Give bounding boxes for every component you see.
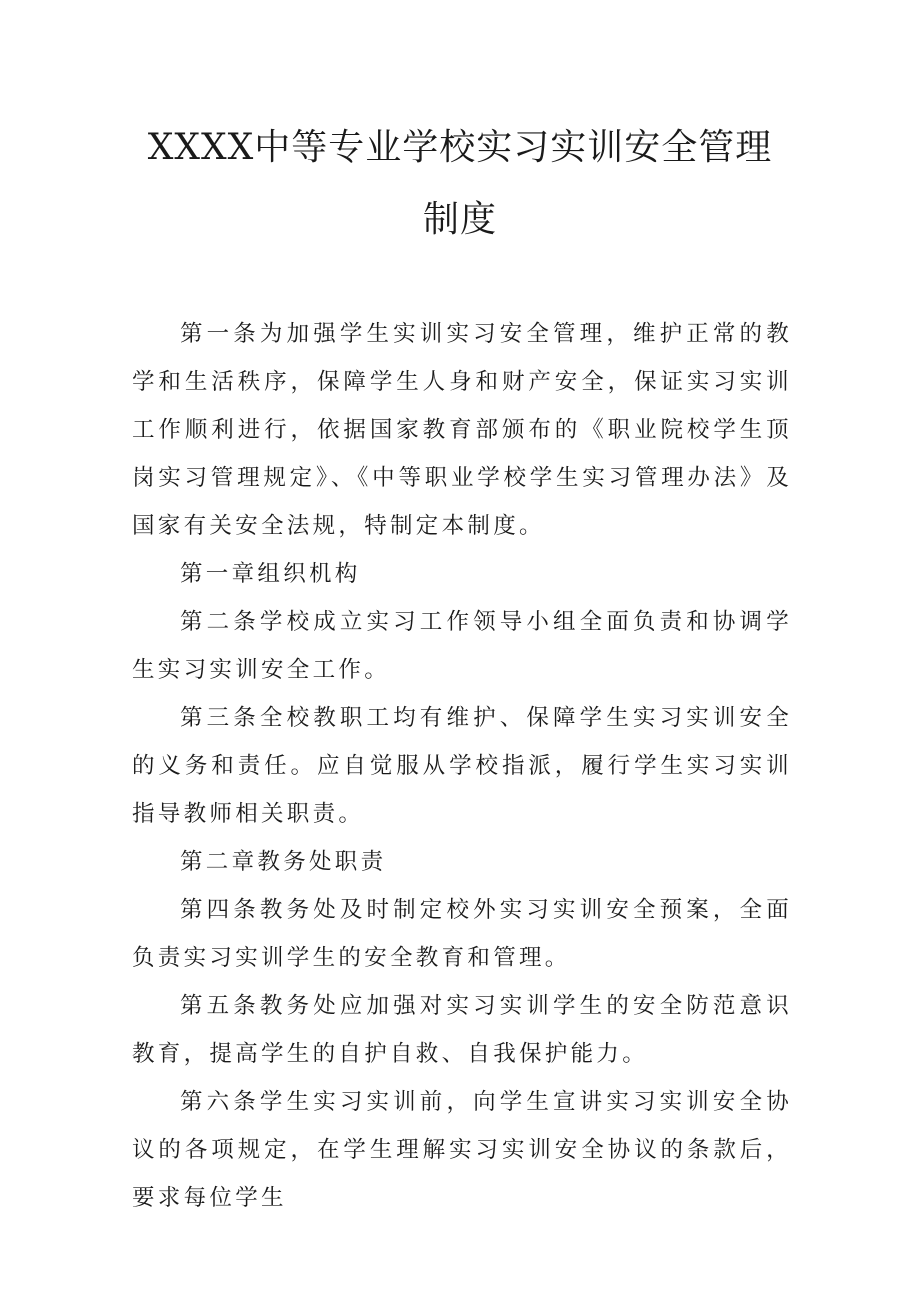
- article-6-paragraph: 第六条学生实习实训前，向学生宣讲实习实训安全协议的各项规定，在学生理解实习实训安全协议的条款后，要求每位学生: [132, 1089, 792, 1211]
- document-title-line-2: 制度: [422, 199, 497, 240]
- document-title-line-1: XXXX中等专业学校实习实训安全管理: [147, 127, 773, 168]
- article-5-paragraph: 第五条教务处应加强对实习实训学生的安全防范意识教育，提高学生的自护自救、自我保护能力。: [132, 993, 792, 1067]
- article-3-paragraph: 第三条全校教职工均有维护、保障学生实习实训安全的义务和责任。应自觉服从学校指派，履行学生实习实训指导教师相关职责。: [132, 705, 792, 827]
- article-2-paragraph: 第二条学校成立实习工作领导小组全面负责和协调学生实习实训安全工作。: [132, 609, 792, 683]
- chapter-2-heading: 第二章教务处职责: [180, 849, 387, 875]
- chapter-1-heading: 第一章组织机构: [180, 561, 361, 587]
- article-1-paragraph: 第一条为加强学生实训实习安全管理，维护正常的教学和生活秩序，保障学生人身和财产安全，保证实习实训工作顺利进行，依据国家教育部颁布的《职业院校学生顶岗实习管理规定》、《中等职业学校学生实习管理办法》及国家有关安全法规，特制定本制度。: [132, 321, 792, 539]
- article-4-paragraph: 第四条教务处及时制定校外实习实训安全预案，全面负责实习实训学生的安全教育和管理。: [132, 897, 792, 971]
- document-body: [132, 310, 792, 1222]
